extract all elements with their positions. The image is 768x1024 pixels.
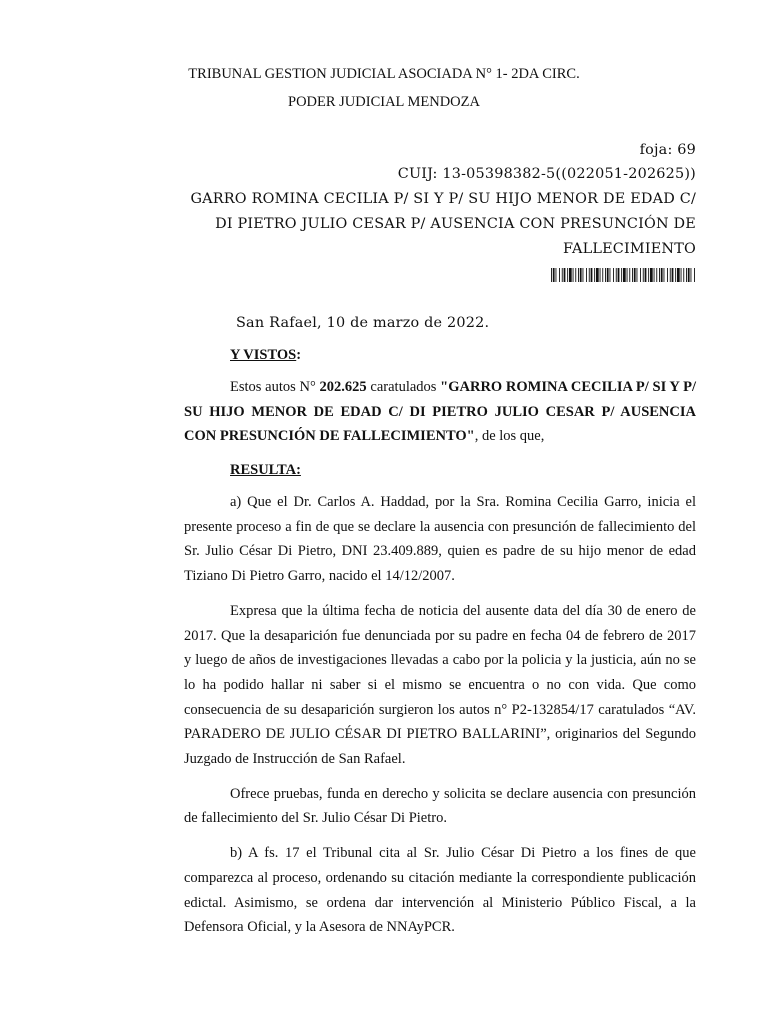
- y-vistos-heading: [230, 347, 301, 364]
- case-title-line-3: FALLECIMIENTO: [563, 241, 696, 257]
- y-vistos-paragraph: [184, 375, 696, 449]
- resulta-body: [184, 490, 696, 950]
- paragraph-a: a) Que el Dr. Carlos A. Haddad, por la Sra. Romina Cecilia Garro, inicia el presente proceso a fin de que se declare la ausencia con presunción de fallecimiento del Sr. Julio César Di Pietro, DNI 23.409.889, quien es padre de su hijo menor de edad Tiziano Di Pietro Garro, nacido el 14/12/2007.: [184, 494, 696, 585]
- y-vistos-text-pre: Estos autos N°: [230, 379, 320, 395]
- paragraph-expresa: Expresa que la última fecha de noticia del ausente data del día 30 de enero de 2017. Que la desaparición fue denunciada por su padre en fecha 04 de febrero de 2017 y luego de años de investigaciones llevadas a cabo por la policia y la justicia, aún no se lo ha podido hallar ni saber si el mismo se encuentra o no con vida. Que como consecuencia de su desaparición surgieron los autos n° P2-132854/17 caratulados “AV. PARADERO DE JULIO CÉSAR DI PIETRO BALLARINI”, originarios del Segundo Juzgado de Instrucción de San Rafael.: [184, 602, 696, 768]
- y-vistos-text-mid: caratulados: [366, 379, 441, 395]
- y-vistos-text-post: , de los que,: [474, 428, 545, 445]
- date-line: San Rafael, 10 de marzo de 2022.: [236, 315, 490, 331]
- paragraph-ofrece: Ofrece pruebas, funda en derecho y solicita se declare ausencia con presunción de fallecimiento del Sr. Julio César Di Pietro.: [184, 785, 696, 827]
- y-vistos-colon: :: [296, 347, 302, 363]
- foja-number: foja: 69: [639, 142, 696, 158]
- court-name: TRIBUNAL GESTION JUDICIAL ASOCIADA N° 1- 2DA CIRC.: [188, 66, 580, 82]
- resulta-heading: RESULTA:: [230, 462, 301, 478]
- cuij-number: CUIJ: 13-05398382-5((022051-202625)): [397, 166, 696, 182]
- case-title-line-1: GARRO ROMINA CECILIA P/ SI Y P/ SU HIJO MENOR DE EDAD C/: [190, 191, 696, 207]
- paragraph-b: b) A fs. 17 el Tribunal cita al Sr. Julio César Di Pietro a los fines de que comparezca al proceso, ordenando su citación mediante la correspondiente publicación edictal. Asimismo, se ordena dar intervención al Ministerio Público Fiscal, a la Defensora Oficial, y la Asesora de NNAyPCR.: [184, 845, 696, 936]
- case-caption: "GARRO ROMINA CECILIA P/ SI Y P/ SU HIJO MENOR DE EDAD C/ DI PIETRO JULIO CESAR P/ AUSENCIA CON PRESUNCIÓN DE FALLECIMIENTO": [184, 379, 696, 445]
- barcode: [551, 268, 696, 282]
- judicial-branch: PODER JUDICIAL MENDOZA: [288, 94, 480, 110]
- case-number: 202.625: [319, 379, 367, 395]
- y-vistos-label: Y VISTOS: [230, 347, 297, 363]
- case-title-line-2: DI PIETRO JULIO CESAR P/ AUSENCIA CON PRESUNCIÓN DE: [215, 216, 696, 232]
